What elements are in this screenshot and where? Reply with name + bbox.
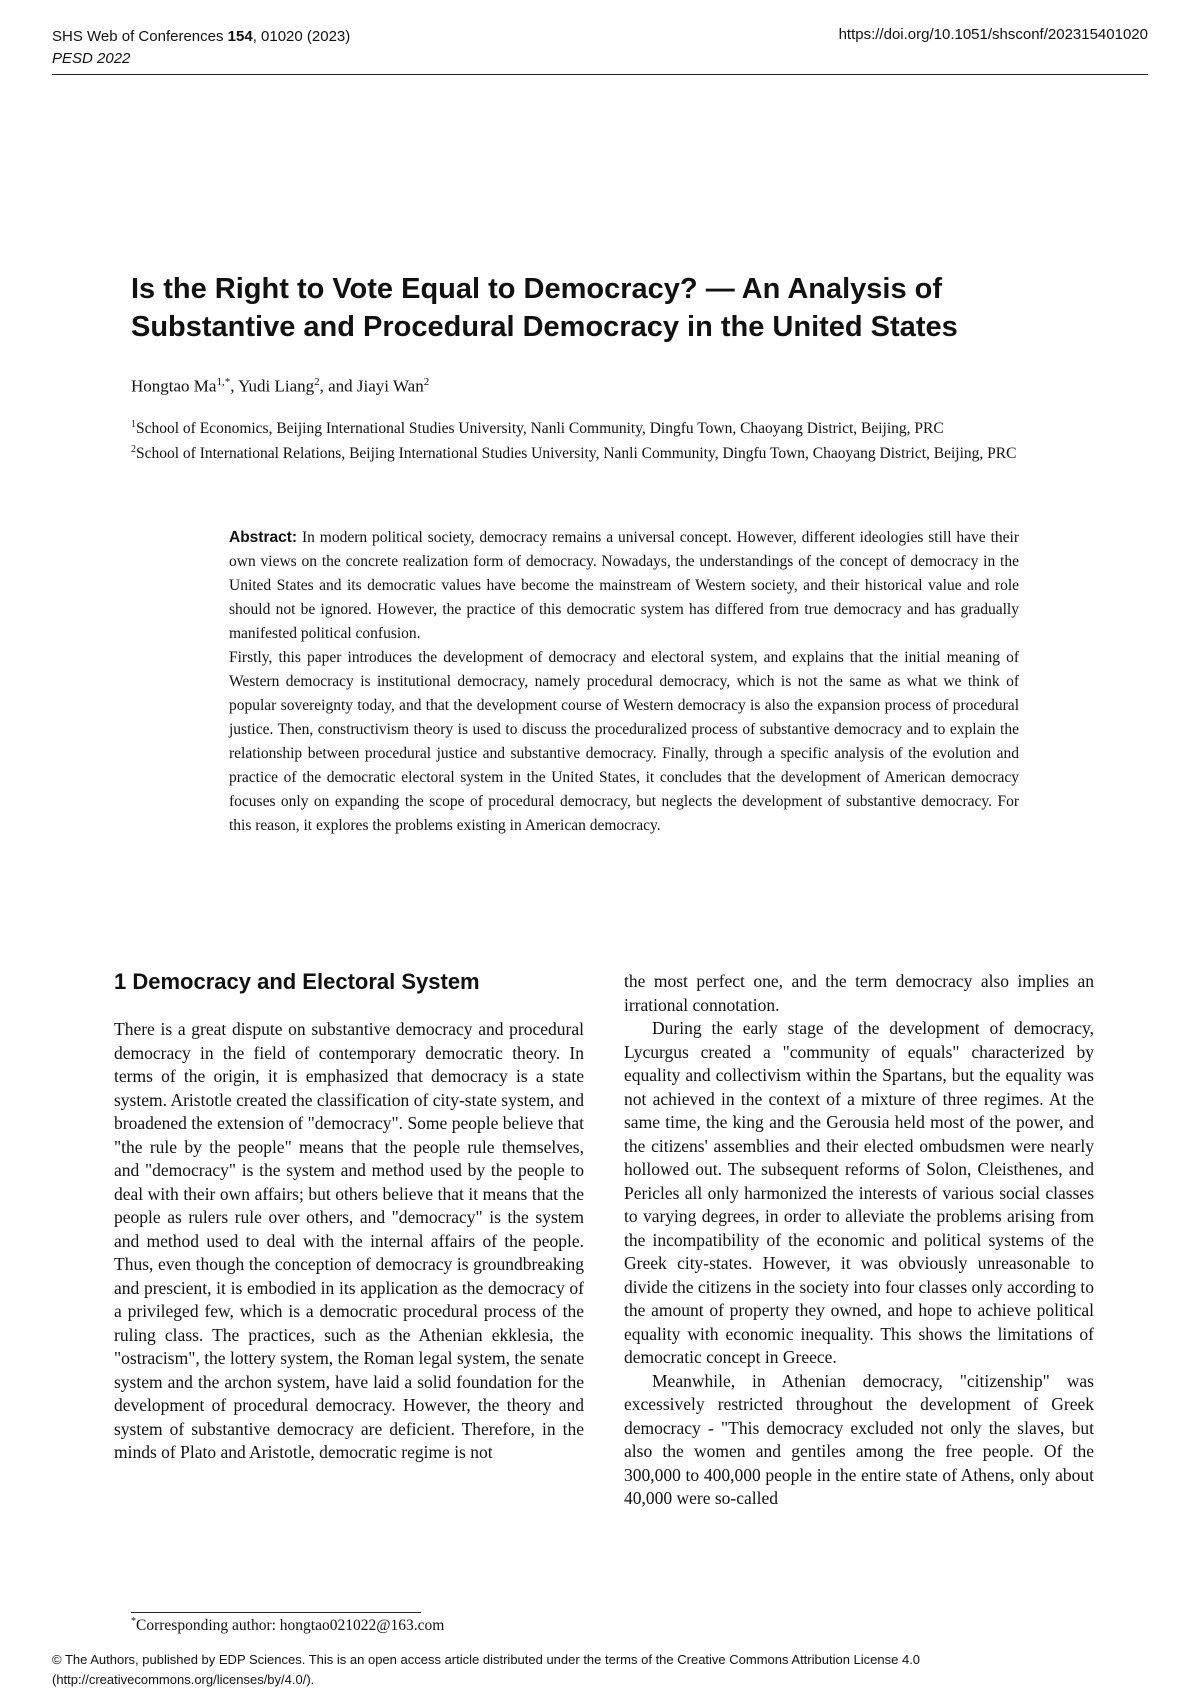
abstract-paragraph [229,526,1019,646]
body-paragraph: There is a great dispute on substantive democracy and procedural democracy in the field of contemporary democratic theory. In terms of the origin, it is emphasized that democracy is a state system. Aristotle created the classification of city-state system, and broadened the extension of "democracy". Some people believe that "the rule by the people" means that the people rule themselves, and "democracy" is the system and method used by the people to deal with their own affairs; but others believe that it means that the people as rulers rule over others, and "democracy" is the system and method used to deal with the internal affairs of the people. Thus, even though the conception of democracy is groundbreaking and prescient, it is embodied in its application as the democracy of a privileged few, which is a democratic procedural process of the ruling class. The practices, such as the Athenian ekklesia, the "ostracism", the lottery system, the Roman legal system, the senate system and the archon system, have laid a solid foundation for the development of procedural democracy. However, the theory and system of substantive democracy are deficient. Therefore, in the minds of Plato and Aristotle, democratic regime is not [114,1019,584,1462]
affiliation-number: 1 [131,419,136,430]
license-notice: © The Authors, published by EDP Sciences. This is an open access article distributed under the terms of the Creative Commons Attribution License 4.0 (http://creativecommons.org/licenses/by/4.0/). [52,1652,921,1687]
footnote-text: Corresponding author: hongtao021022@163.com [136,1617,445,1635]
author-name: Jiayi Wan [356,376,424,396]
affiliation-text: School of Economics, Beijing International Studies University, Nanli Community, Dingfu Town, Chaoyang District, Beijing, PRC [136,420,944,438]
body-paragraph: the most perfect one, and the term democracy also implies an irrational connotation. [624,971,1094,1015]
affiliation-number: 2 [131,444,136,456]
running-header [52,26,350,70]
journal-volume: 154 [227,28,253,45]
author-list [131,376,429,397]
affiliation-text: School of International Relations, Beijing International Studies University, Nanli Community, Dingfu Town, Chaoyang District, Beijing, PRC [136,445,1017,463]
footnote-divider [131,1612,421,1613]
author-affiliation-mark: 2 [314,376,320,388]
abstract-paragraph: Firstly, this paper introduces the development of democracy and electoral system, and explains that the initial meaning of Western democracy is institutional democracy, namely procedural democracy, which is not the same as what we think of popular sovereignty today, and that the development course of Western democracy is also the expansion process of procedural justice. Then, constructivism theory is used to discuss the proceduralized process of substantive democracy and to explain the relationship between procedural justice and substantive democracy. Finally, through a specific analysis of the evolution and practice of the democratic electoral system in the United States, it concludes that the development of American democracy focuses only on expanding the scope of procedural democracy, but neglects the development of substantive democracy. For this reason, it explores the problems existing in American democracy. [229,649,1019,834]
author-affiliation-mark: 2 [423,376,430,388]
abstract-label: Abstract: [229,529,298,546]
right-column [624,970,1094,1511]
conference-name: PESD 2022 [52,50,131,67]
affiliation-list [131,414,1101,464]
author-name: Hongtao Ma [131,376,217,396]
author-separator: , [230,376,239,396]
paper-title: Is the Right to Vote Equal to Democracy? — An Analysis of Substantive and Procedural Democracy in the United States [131,273,958,343]
abstract [229,526,1019,838]
footnote [131,1616,444,1635]
left-column [114,968,584,1465]
body-paragraph: Meanwhile, in Athenian democracy, "citizenship" was excessively restricted throughout the development of Greek democracy - "This democracy excluded not only the slaves, but also the women and gentiles among the free people. Of the 300,000 to 400,000 people in the entire state of Athens, only about 40,000 were so-called [624,1370,1094,1508]
header-divider [52,74,1148,75]
affiliation-item [131,439,1101,464]
author-name: Yudi Liang [238,376,315,396]
affiliation-item [131,414,1101,439]
author-separator: , and [319,376,357,396]
abstract-text: In modern political society, democracy remains a universal concept. However, different ideologies still have their own views on the concrete realization form of democracy. Nowadays, the understandings of the concept of democracy in the United States and its democratic values have become the mainstream of Western society, and their historical value and role should not be ignored. However, the practice of this democratic system has differed from true democracy and has gradually manifested political confusion. [229,529,1019,642]
body-paragraph: During the early stage of the development of democracy, Lycurgus created a "community of equals" characterized by equality and collectivism within the Spartans, but the equality was not achieved in the context of a mixture of three regimes. At the same time, the king and the Gerousia held most of the power, and the citizens' assemblies and their elected ombudsmen were nearly hollowed out. The subsequent reforms of Solon, Cleisthenes, and Pericles all only harmonized the interests of various social classes to varying degrees, in order to alleviate the problems arising from the incompatibility of the economic and political systems of the Greek city-states. However, it was obviously unreasonable to divide the citizens in the society into four classes only according to the amount of property they owned, and hope to achieve political equality with economic inequality. This shows the limitations of democratic concept in Greece. [624,1018,1094,1367]
journal-name: SHS Web of Conferences [52,28,228,45]
section-heading: 1 Democracy and Electoral System [114,969,480,994]
author-affiliation-mark: 1,* [216,376,231,388]
footnote-mark: * [131,1616,136,1627]
article-number-year: , 01020 (2023) [252,28,351,45]
journal-citation [52,26,350,48]
doi-link[interactable]: https://doi.org/10.1051/shsconf/202315401020 [838,26,1148,43]
